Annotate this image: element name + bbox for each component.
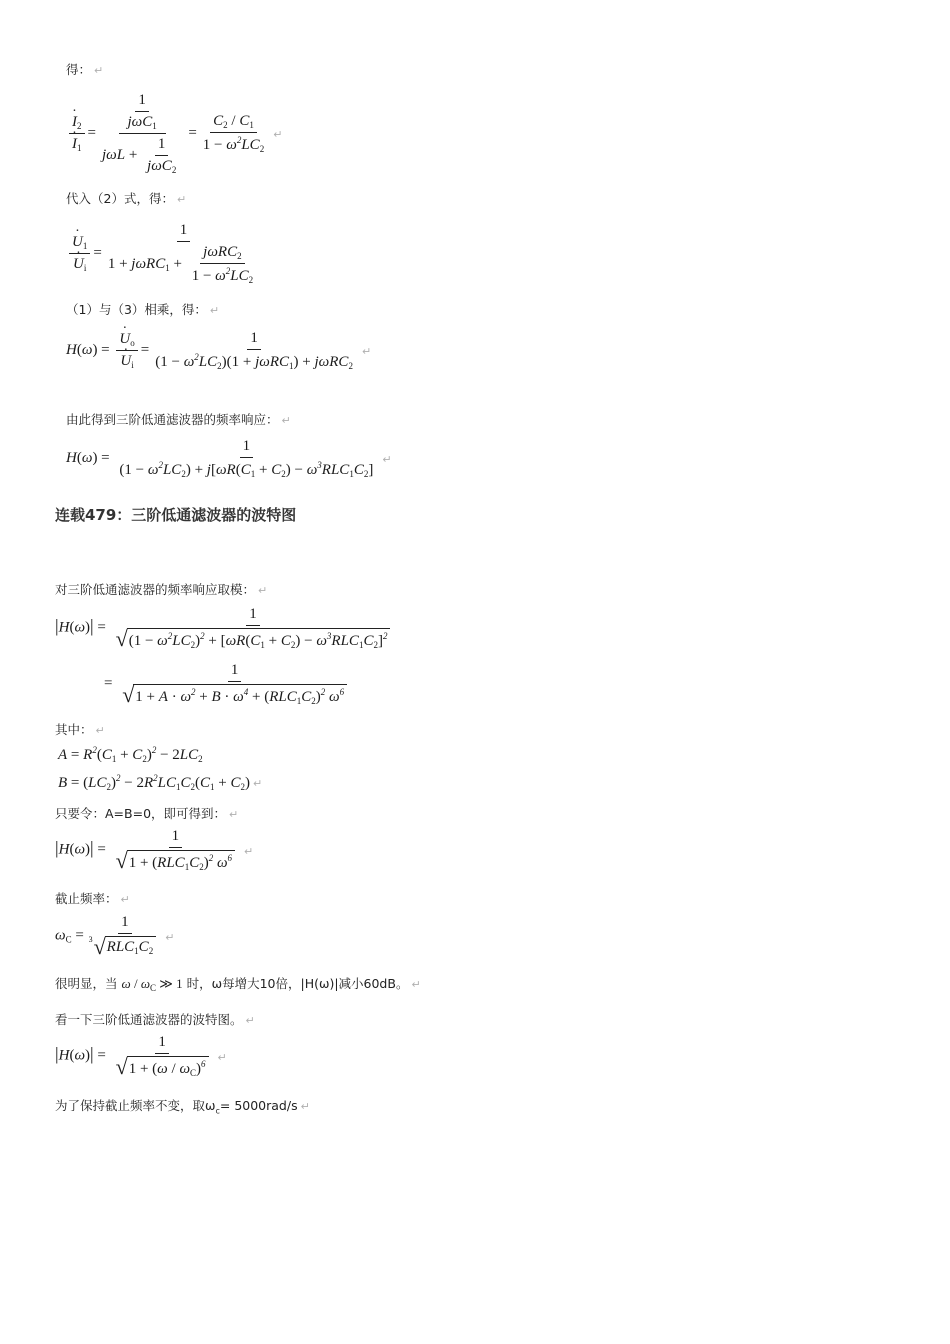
equation-magnitude-full: |H(ω)| = 1 √ $(1 - \omega^2LC_2)^2 + [\omega R(C_1 + C_2) - \omega^3RLC_1C_2]^2$ (55, 606, 396, 650)
text-jiezhi: 截止频率： ↵ (55, 891, 130, 906)
equation-current-ratio: · $I_2$ · $I_1$ = $\frac{1}{j\omega C_1}$ jωL + $\frac{1}{j\omega C_2}$ = $\frac{C_2 / C_1}{1 - \omega^2LC_2}$ ↵ (66, 92, 282, 175)
section-heading: 连载479：三阶低通滤波器的波特图 (55, 506, 297, 524)
text-weile: 为了保持截止频率不变，取$\omega_c= 5000rad/s$ ↵ (55, 1098, 310, 1116)
equation-frequency-response: H(ω) = $\frac{1}{(1 - \omega^2LC_2) + j[\omega R(C_1 + C_2) - \omega^3RLC_1C_2]}$ ↵ (66, 438, 392, 479)
text-henmingxian: 很明显，当 ω / $\omega_C$ ≫ 1 时，ω每增大10倍，|H(ω)|减小60dB。 ↵ (55, 976, 421, 993)
text-zhiyaoling: 只要令：A=B=0，即可得到： ↵ (55, 806, 239, 821)
text-dairu: 代入（2）式，得： ↵ (66, 191, 187, 206)
text-qizhong: 其中： ↵ (55, 722, 105, 737)
text-xiangcheng: （1）与（3）相乘，得： ↵ (66, 302, 220, 317)
equation-magnitude-expanded: = 1 √ $1 + A \cdot \omega^2 + B \cdot \omega^4 + (RLC_1C_2)^2$ $\omega^6$ (104, 662, 353, 706)
text-qumo: 对三阶低通滤波器的频率响应取模： ↵ (55, 582, 268, 597)
equation-b-definition: $B = (LC_2)^2 - 2R^2LC_1C_2(C_1 + C_2)$ ↵ (58, 773, 263, 792)
equation-magnitude-simplified: |H(ω)| = 1 √ $1 + (RLC_1C_2)^2$ $\omega^6$ ↵ (55, 828, 254, 873)
equation-voltage-ratio: · $U_1$ · $U_i$ = 1 1 + jωRC$_1$ + $\frac{j\omega RC_2}{1 - \omega^2LC_2}$ (66, 222, 265, 285)
text-kanyixia: 看一下三阶低通滤波器的波特图。 ↵ (55, 1012, 255, 1027)
text-de-1: 得： ↵ (66, 62, 104, 77)
equation-cutoff-frequency: $\omega_C$ = 1 3 √ $RLC_1C_2$ ↵ (55, 914, 175, 959)
text-youci: 由此得到三阶低通滤波器的频率响应： ↵ (66, 412, 291, 427)
equation-h-omega-product: H(ω) = · $U_o$ · $U_i$ = $\frac{1}{(1 - \omega^2LC_2)(1 + j\omega RC_1) + j\omega RC_2}$ ↵ (66, 330, 371, 371)
equation-normalized-magnitude: |H(ω)| = 1 √ $1 + (\omega / \omega_C)^6$ ↵ (55, 1034, 227, 1079)
equation-a-definition: $A = R^2(C_1 + C_2)^2 - 2LC_2$ (58, 745, 203, 764)
